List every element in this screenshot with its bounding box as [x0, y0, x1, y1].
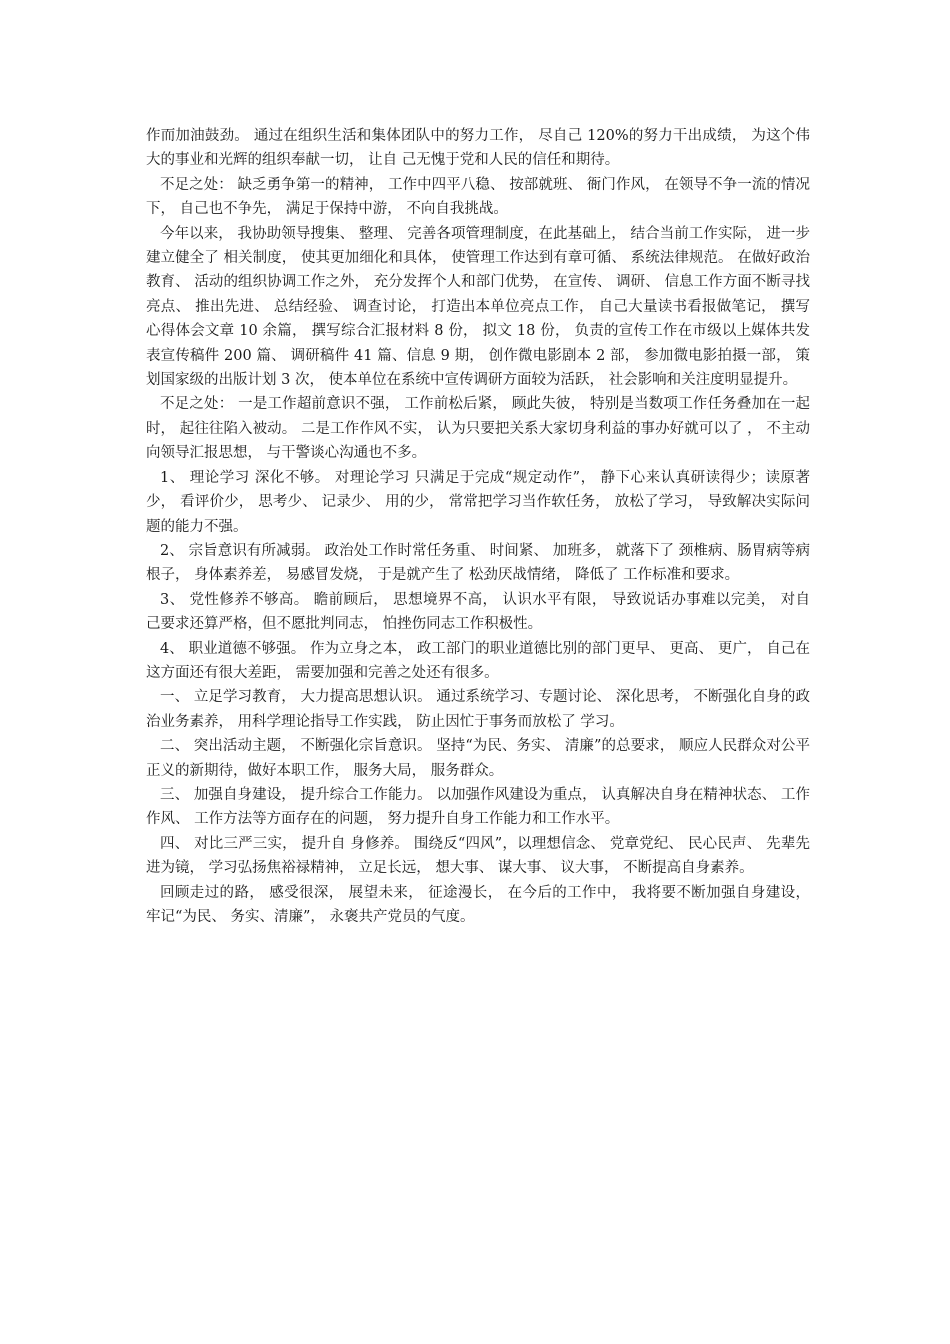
paragraph-continued-intro: 作而加油鼓劲。 通过在组织生活和集体团队中的努力工作， 尽自己 120%的努力干出成绩， 为这个伟大的事业和光辉的组织奉献一切， 让自 己无愧于党和人民的信任和期待。: [146, 128, 810, 169]
paragraph-issue-3: 3、 党性修养不够高。 瞻前顾后， 思想境界不高， 认识水平有限， 导致说话办事难以完美， 对自 己要求还算严格，但不愿批判同志， 怕挫伤同志工作积极性。: [146, 591, 815, 633]
paragraph-issue-2: 2、 宗旨意识有所减弱。 政治处工作时常任务重、 时间紧、 加班多， 就落下了 颈椎病、肠胃病等病根子， 身体素养差， 易感冒发烧， 于是就产生了 松劲厌战情绪， 降低了 工作标准和要求。: [146, 542, 810, 584]
paragraph-shortcoming-2: 不足之处： 一是工作超前意识不强， 工作前松后紧， 顾此失彼， 特别是当数项工作任务叠加在一起时， 起往往陷入被动。 二是工作作风不实， 认为只要把关系大家切身利益的事办好就可以了 ， 不主动向领导汇报思想， 与干警谈心沟通也不多。: [146, 396, 810, 462]
paragraph-measure-2: 二、 突出活动主题， 不断强化宗旨意识。 坚持“为民、务实、 清廉”的总要求， 顺应人民群众对公平正义的新期待，做好本职工作， 服务大局， 服务群众。: [146, 738, 810, 779]
paragraph-shortcoming-1: 不足之处： 缺乏勇争第一的精神， 工作中四平八稳、 按部就班、 衙门作风， 在领导不争一流的情况下， 自己也不争先， 满足于保持中游， 不向自我挑战。: [146, 176, 810, 218]
paragraph-achievements: 今年以来， 我协助领导搜集、 整理、 完善各项管理制度，在此基础上， 结合当前工作实际， 进一步建立健全了 相关制度， 使其更加细化和具体， 使管理工作达到有章可循、 系统法律规范。 在做好政治教育、 活动的组织协调工作之外， 充分发挥个人和部门优势， 在宣传、 调研、 信息工作方面不断寻找亮点、 推出先进、 总结经验、 调查讨论， 打造出本单位亮点工作， 自己大量读书看报做笔记， 撰写心得体会文章 10 余篇， 撰写综合汇报材料 8 份， 拟文 18 份， 负责的宣传工作在市级以上媒体共发表宣传稿件 200 篇、 调研稿件 41 篇、信息 9 期， 创作微电影剧本 2 部， 参加微电影拍摄一部， 策划国家级的出版计划 3 次， 使本单位在系统中宣传调研方面较为活跃， 社会影响和关注度明显提升。: [146, 225, 810, 389]
document-body: [146, 124, 815, 929]
paragraph-issue-1: 1、 理论学习 深化不够。 对理论学习 只满足于完成“规定动作”， 静下心来认真研读得少；读原著少， 看评价少， 思考少、 记录少、 用的少， 常常把学习当作软任务， 放松了学习， 导致解决实际问题的能力不强。: [146, 469, 810, 535]
paragraph-issue-4: 4、 职业道德不够强。 作为立身之本， 政工部门的职业道德比别的部门更早、 更高、 更广， 自己在这方面还有很大差距， 需要加强和完善之处还有很多。: [146, 640, 810, 681]
paragraph-conclusion: 回顾走过的路， 感受很深， 展望未来， 征途漫长， 在今后的工作中， 我将要不断加强自身建设， 牢记“为民、 务实、清廉”， 永褒共产党员的气度。: [146, 884, 815, 925]
paragraph-measure-1: 一、 立足学习教育， 大力提高思想认识。 通过系统学习、专题讨论、 深化思考， 不断强化自身的政治业务素养， 用科学理论指导工作实践， 防止因忙于事务而放松了 学习。: [146, 689, 810, 730]
paragraph-measure-3: 三、 加强自身建设， 提升综合工作能力。 以加强作风建设为重点， 认真解决自身在精神状态、 工作作风、 工作方法等方面存在的问题， 努力提升自身工作能力和工作水平。: [146, 786, 810, 828]
paragraph-measure-4: 四、 对比三严三实， 提升自 身修养。 围绕反“四风”，以理想信念、 党章党纪、 民心民声、 先辈先进为镜， 学习弘扬焦裕禄精神， 立足长远， 想大事、 谋大事、 议大事， 不断提高自身素养。: [146, 835, 810, 877]
